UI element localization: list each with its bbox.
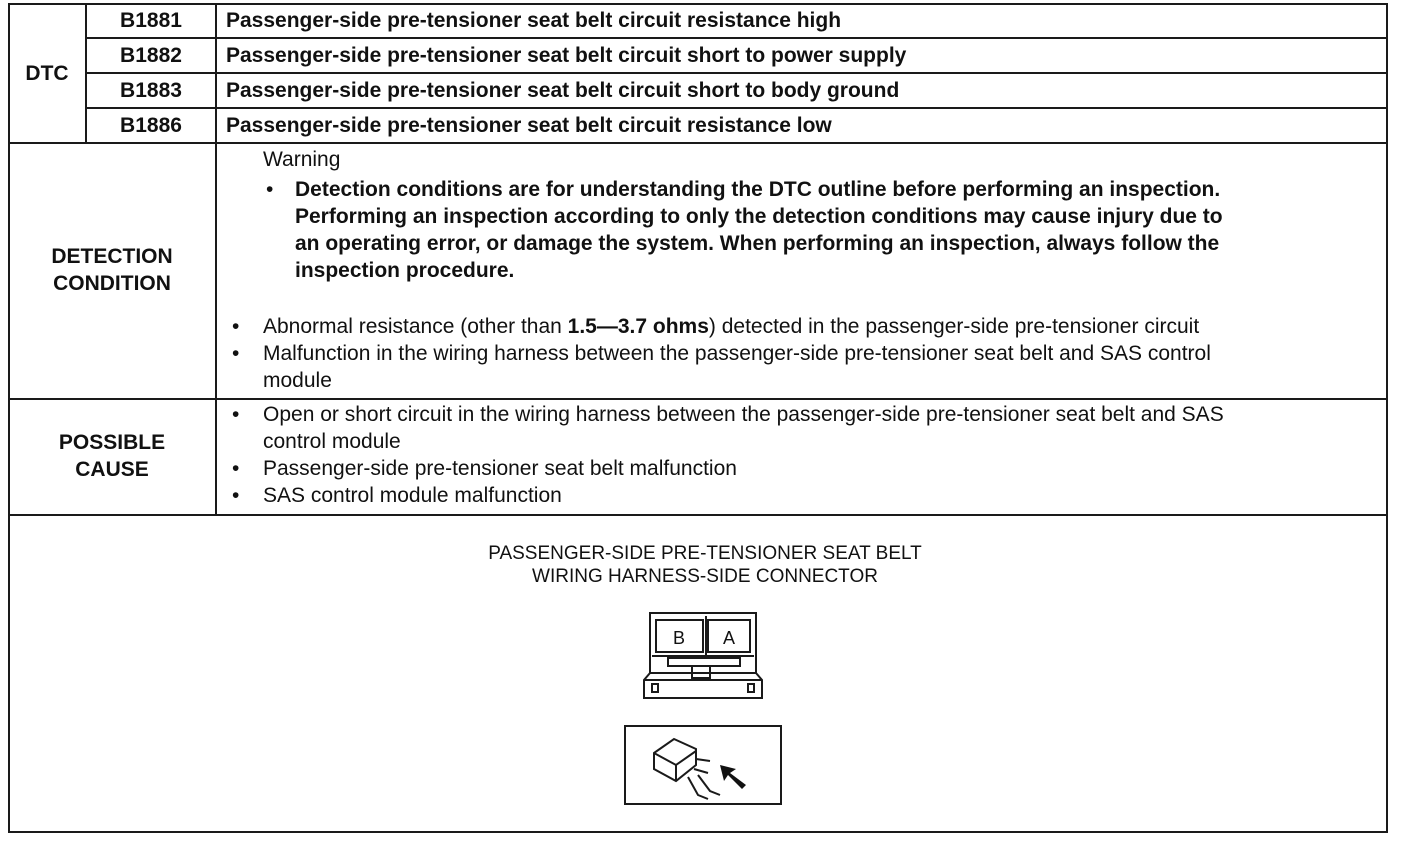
detection-item [263,313,1199,340]
detection-item-line: Malfunction in the wiring harness between the passenger-side pre-tensioner seat belt and SAS control [263,342,1211,365]
warning-line: Detection conditions are for understanding the DTC outline before performing an inspection. [295,178,1221,201]
detection-item-text: ) detected in the passenger-side pre-tensioner circuit [708,315,1200,338]
bullet-icon: • [232,484,240,507]
detection-item [263,340,1211,394]
detection-condition-heading [10,243,214,297]
possible-cause-heading [10,429,214,483]
divider [8,142,1388,144]
heading-line: DETECTION [51,245,173,268]
cause-item-line: control module [263,430,401,453]
dtc-code: B1881 [120,9,182,32]
warning-line: inspection procedure. [295,259,515,282]
connector-base [644,673,762,698]
dtc-code: B1886 [120,114,182,137]
bullet-icon: • [232,342,240,365]
connector-caption [405,542,1005,588]
bullet-icon: • [266,178,274,201]
heading-line: CONDITION [53,272,171,295]
dtc-description: Passenger-side pre-tensioner seat belt circuit short to power supply [226,44,907,67]
terminal-a-label: A [722,628,736,648]
heading-line: CAUSE [75,458,149,481]
connector-latch [668,658,740,666]
heading-line: POSSIBLE [58,431,166,454]
dtc-heading: DTC [25,62,69,85]
divider [86,107,1388,109]
divider [8,398,1388,400]
cause-item: SAS control module malfunction [263,484,562,507]
divider [8,514,1388,516]
caption-line: WIRING HARNESS-SIDE CONNECTOR [532,566,878,587]
warning-line: an operating error, or damage the system. When performing an inspection, always follow the [295,232,1220,255]
dtc-code: B1882 [120,44,182,67]
dtc-description: Passenger-side pre-tensioner seat belt circuit resistance high [226,9,842,32]
detection-item-line: module [263,369,332,392]
divider [86,37,1388,39]
connector-location-icon [624,725,782,805]
warning-title: Warning [263,148,341,171]
detection-item-text: Abnormal resistance (other than [263,315,568,338]
bullet-icon: • [232,315,240,338]
cause-item: Passenger-side pre-tensioner seat belt malfunction [263,457,737,480]
terminal-b-label: B [672,628,686,648]
resistance-range: 1.5—3.7 ohms [567,315,709,338]
warning-line: Performing an inspection according to only the detection conditions may cause injury due to [295,205,1223,228]
dtc-code: B1883 [120,79,182,102]
connector-diagram [640,608,770,704]
cause-item [263,401,1224,455]
caption-line: PASSENGER-SIDE PRE-TENSIONER SEAT BELT [488,543,922,564]
dtc-description: Passenger-side pre-tensioner seat belt circuit short to body ground [226,79,900,102]
dtc-description: Passenger-side pre-tensioner seat belt circuit resistance low [226,114,832,137]
cause-item-line: Open or short circuit in the wiring harness between the passenger-side pre-tensioner seat belt and SAS [263,403,1224,426]
divider [215,3,217,515]
divider [86,72,1388,74]
bullet-icon: • [232,457,240,480]
bullet-icon: • [232,403,240,426]
